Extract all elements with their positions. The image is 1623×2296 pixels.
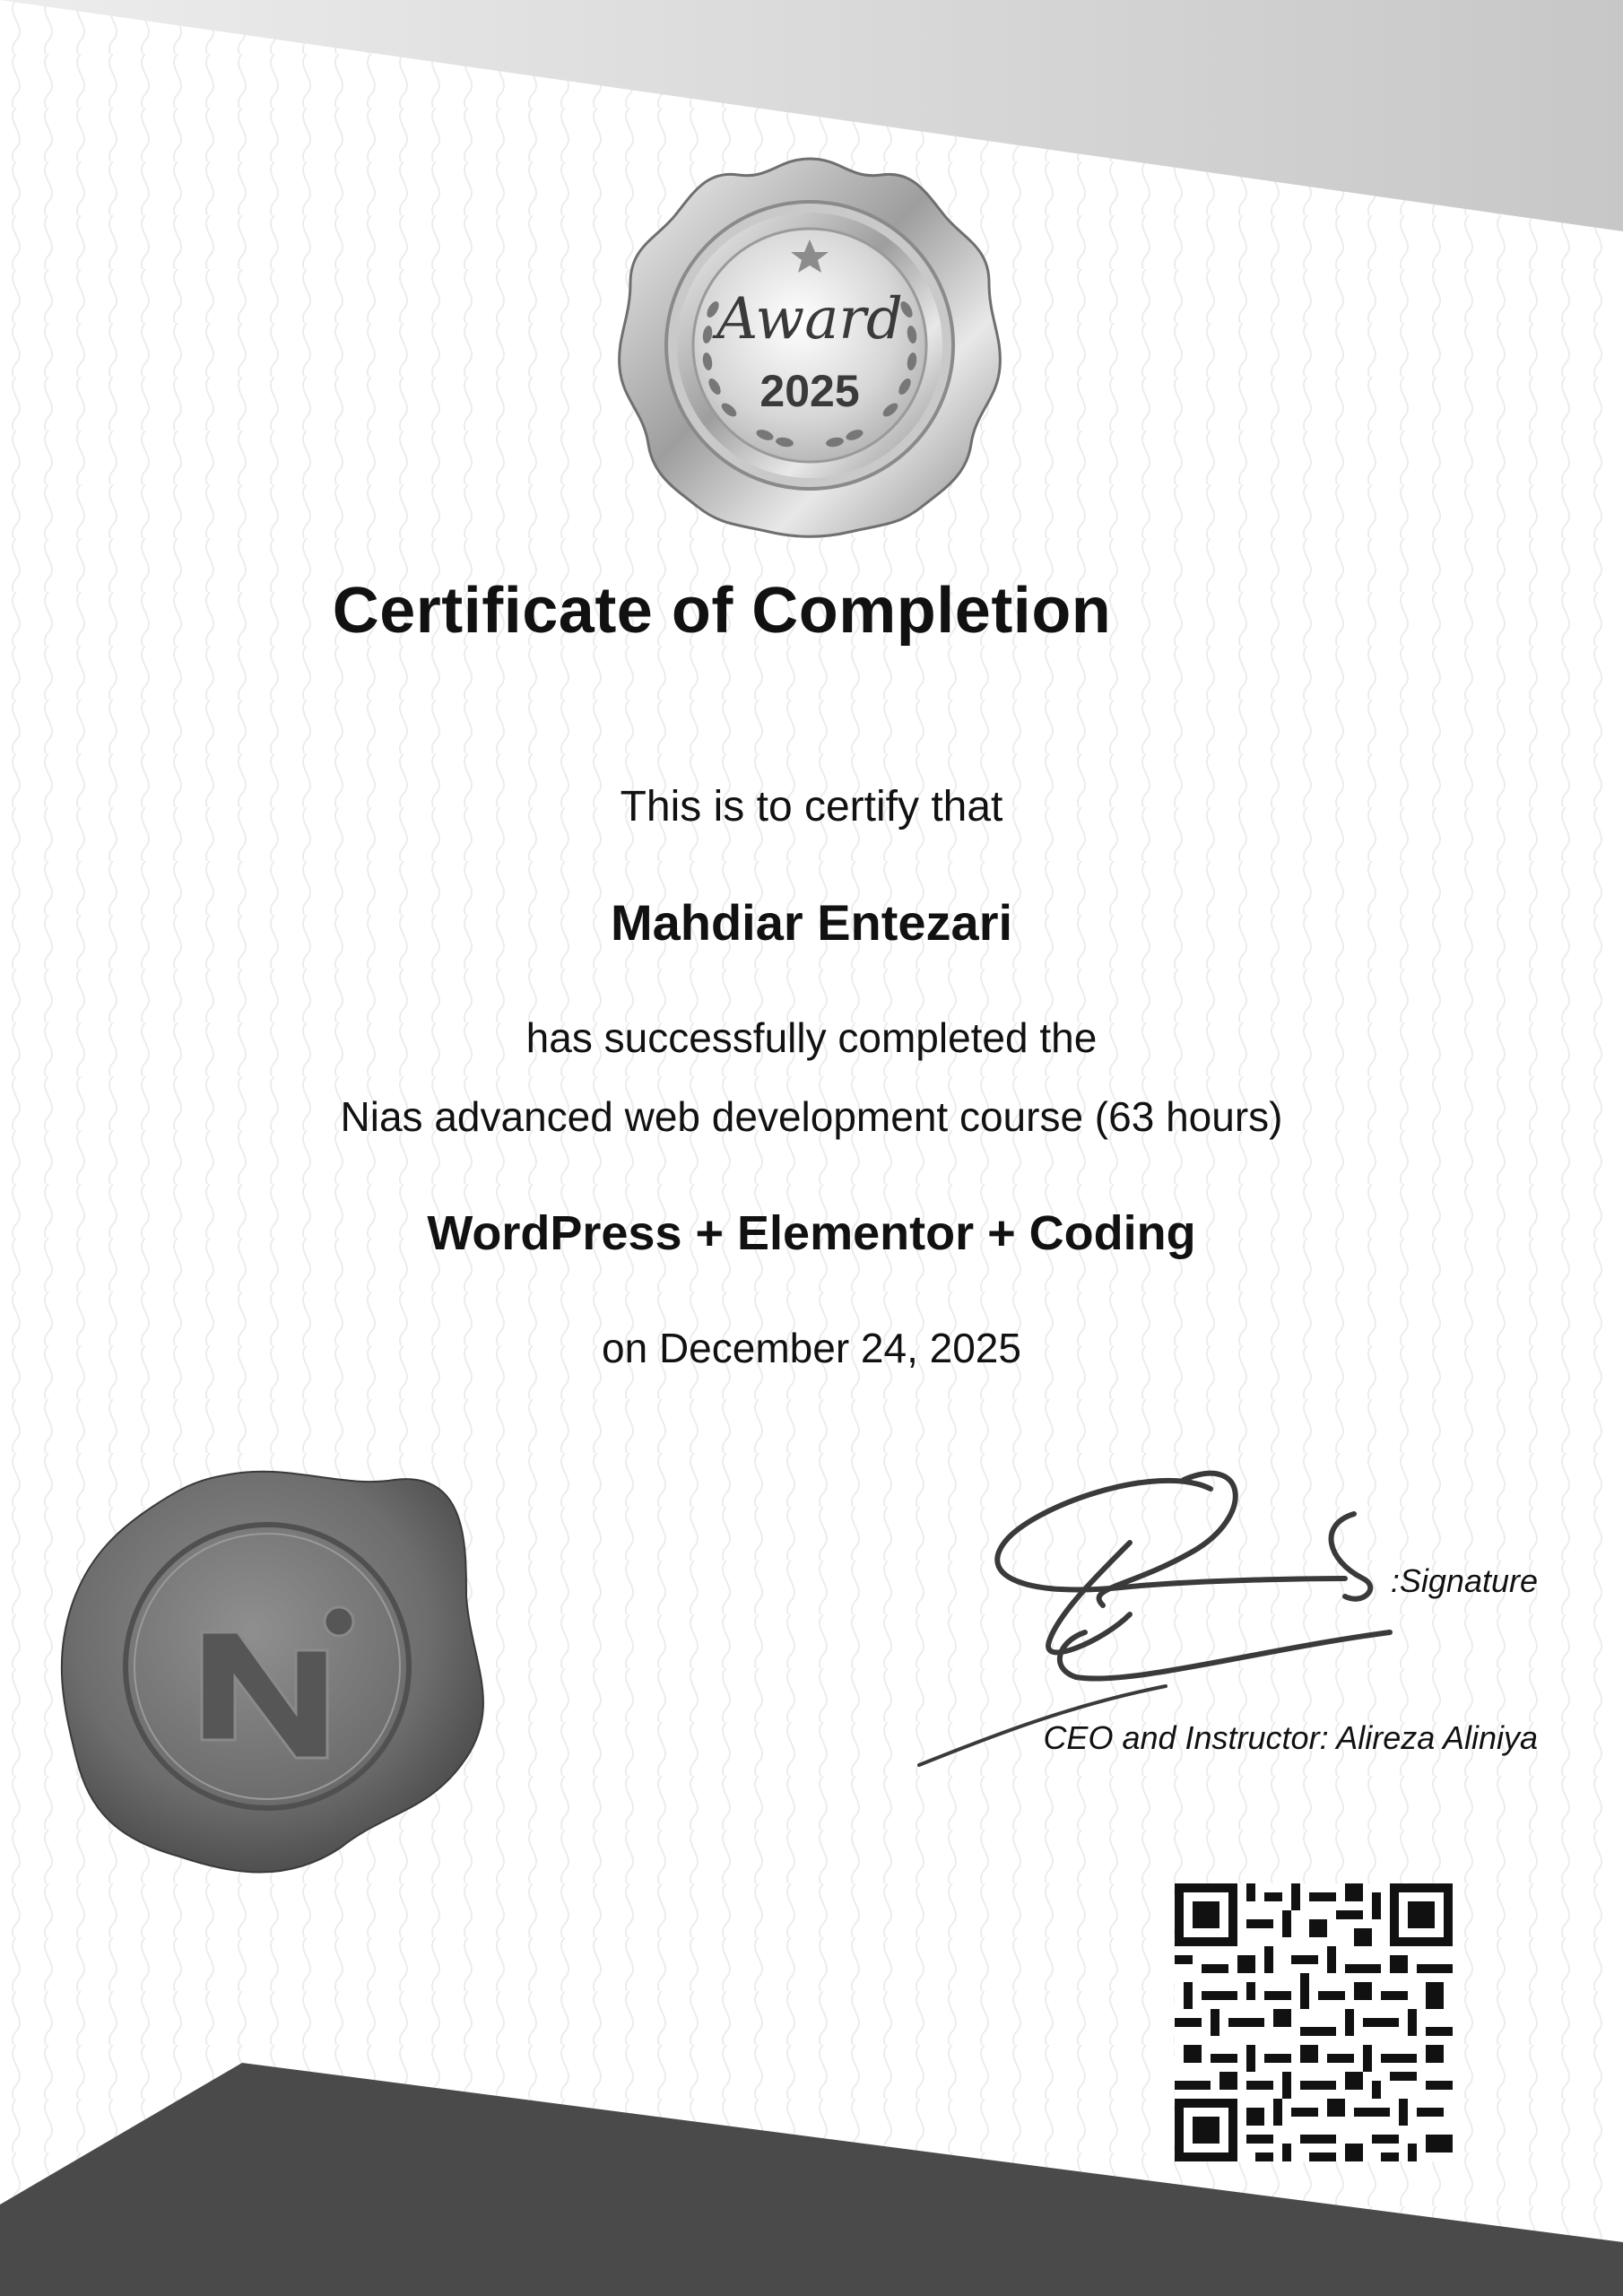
course-line: Nias advanced web development course (63 hours)	[340, 1093, 1283, 1140]
award-medal-icon	[620, 159, 1001, 536]
certify-line: This is to certify that	[620, 783, 1003, 831]
completion-date: on December 24, 2025	[602, 1325, 1021, 1371]
certificate-title: Certificate of Completion	[332, 575, 1112, 647]
subject-line: WordPress + Elementor + Coding	[427, 1206, 1196, 1260]
recipient-name: Mahdiar Entezari	[610, 894, 1013, 951]
award-year: 2025	[759, 366, 860, 416]
signer-name: CEO and Instructor: Alireza Aliniya	[1043, 1719, 1538, 1756]
award-script-text: Award	[716, 286, 903, 352]
signature-label: :Signature	[1390, 1562, 1538, 1599]
completed-line: has successfully completed the	[525, 1014, 1098, 1061]
qr-code-icon	[1175, 1883, 1453, 2161]
